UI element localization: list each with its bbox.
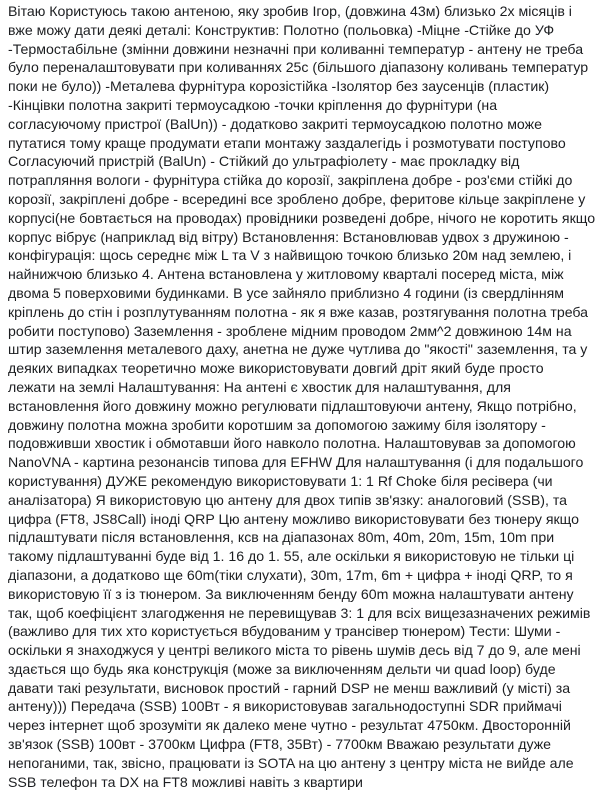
post-line: здається що будь яка конструкція (може за виключенням дельти чи quad loop) буде [8,660,556,677]
post-line: корозії, закріплені добре - всередині все зроблено добре, феритове кільце закріплене у [8,190,586,207]
post-line: SSB телефон та DX на FT8 можливі навіть з квартири [8,773,363,790]
post-line: антену))) Передача (SSB) 100Вт - я використовував загальнодоступні SDR приймачі [8,698,562,715]
post-line: Согласуючий пристрій (BalUn) - Стійкий до ультрафіолету - має прокладку від [8,153,520,170]
post-line: путатися тому краще продумати етапи монтажу заздалегідь і розмотувати поступово [8,134,566,151]
post-line: конфігурація: щось середнє між L та V з найвищою точкою близько 20м над землею, і [8,247,572,264]
post-line: штир заземлення металевого даху, анетна не дуже чутлива до "якості" заземлення, та у [8,341,588,358]
post-line: підлаштувати після встановлення, ксв на діапазонах 80m, 40m, 20m, 15m, 10m при [8,529,555,546]
post-line: зв'язок (SSB) 100вт - 3700км Цифра (FT8, 35Вт) - 7700км Вважаю результати дуже [8,736,552,753]
post-line: найнижчою близько 4. Антена встановлена у житловому кварталі посеред міста, між [8,266,564,283]
post-line: встановлення його довжину можно регулювати підлаштовуючи антену, Якщо потрібно, [8,397,577,414]
post-line: аналізатора) Я використовую цю антену для двох типів зв'язку: аналоговий (SSB), та [8,491,568,508]
post-line: деяких випадках теоретично може використовувати довгий дріт який буде просто [8,360,544,377]
post-line: NanoVNA - картина резонансів типова для EFHW Для налаштування (і для подальшого [8,454,584,471]
post-line: непоганими, так, звісно, працювати із SOTA на цю антену з центру міста не вийде але [8,754,574,771]
post-line: користування) ДУЖЕ рекомендую використовувати 1: 1 Rf Choke біля ресівера (чи [8,472,553,489]
post-line: було переналаштовувати при коливаннях 25с (більшого діапазону коливань температур [8,59,589,76]
post-line: потрапляння вологи - фурнітура стійка до корозії, закріплена добре - роз'єми стійкі до [8,172,573,189]
post-line: через інтернет щоб зрозуміти як далеко мене чутно - результат 4750км. Двосторонній [8,717,571,734]
post-line: давати такі результати, висновок простий - гарний DSP не менш важливий (у місті) за [8,679,571,696]
post-line: використовую її з із тюнером. За виключенням бенду 60m можна налаштувати антену [8,585,574,602]
post-line: поки не було)) -Металева фурнітура корозістійка -Ізолятор без заусенців (пластик) [8,78,550,95]
post-line: такому підлаштуванні буде від 1. 16 до 1. 55, але оскільки я використовую не тільки ці [8,548,575,565]
post-line: довжину полотна можна зробити коротшим за допомогою зажиму біля ізолятору - [8,416,546,433]
post-line: оскільки я знаходжуся у центрі великого міста то рівень шумів десь від 7 до 9, але мені [8,642,581,659]
post-line: лежати на землі Налаштування: На антені є хвостик для налаштування, для [8,378,511,395]
post-line: -Кінцівки полотна закриті термоусадкою -точки кріплення до фурнітури (на [8,96,498,113]
post-line: цифра (FT8, JS8Call) іноді QRP Цю антену можливо використовувати без тюнеру якщо [8,510,580,527]
post-line: так, щоб коефіцієнт злагодження не перевищував 3: 1 для всіх вищезазначених режимів [8,604,591,621]
post-line: -Термостабільне (змінни довжини незначні при коливанні температур - антену не треба [8,40,584,57]
post-body [8,2,594,791]
post-line: корпусі(не бовтається на проводах) провідники розведені добре, нічого не коротить якщо [8,209,596,226]
post-line: вже можу дати деякі деталі: Конструктив: Полотно (польовка) -Міцне -Стійке до УФ [8,21,555,38]
post-line: подовживши хвостик і обмотавши його навколо полотна. Налаштовував за допомогою [8,435,576,452]
post-line: кріплень до стін і розплутуванням полотна - як я вже казав, розтягування полотна треба [8,303,589,320]
post-line: діапазони, а додатково ще 60m(тіки слухати), 30m, 17m, 6m + цифра + іноді QRP, то я [8,566,573,583]
post-line: согласуючому пристрої (BalUn)) - додатково закриті термоусадкою полотно може [8,115,542,132]
post-line: робити поступово) Заземлення - зроблене мідним проводом 2мм^2 довжиною 14м на [8,322,572,339]
post-line: корпус вібрує (наприклад від вітру) Встановлення: Встановлював удвох з дружиною - [8,228,569,245]
post-line: двома 5 поверховими будинками. В усе зайняло приблизно 4 години (із свердлінням [8,284,565,301]
post-line: Вітаю Користуюсь такою антеною, яку зробив Ігор, (довжина 43м) близько 2х місяців і [8,3,572,19]
post-line: (важливо для тих хто користується вбудованим у трансівер тюнером) Тести: Шуми - [8,623,561,640]
